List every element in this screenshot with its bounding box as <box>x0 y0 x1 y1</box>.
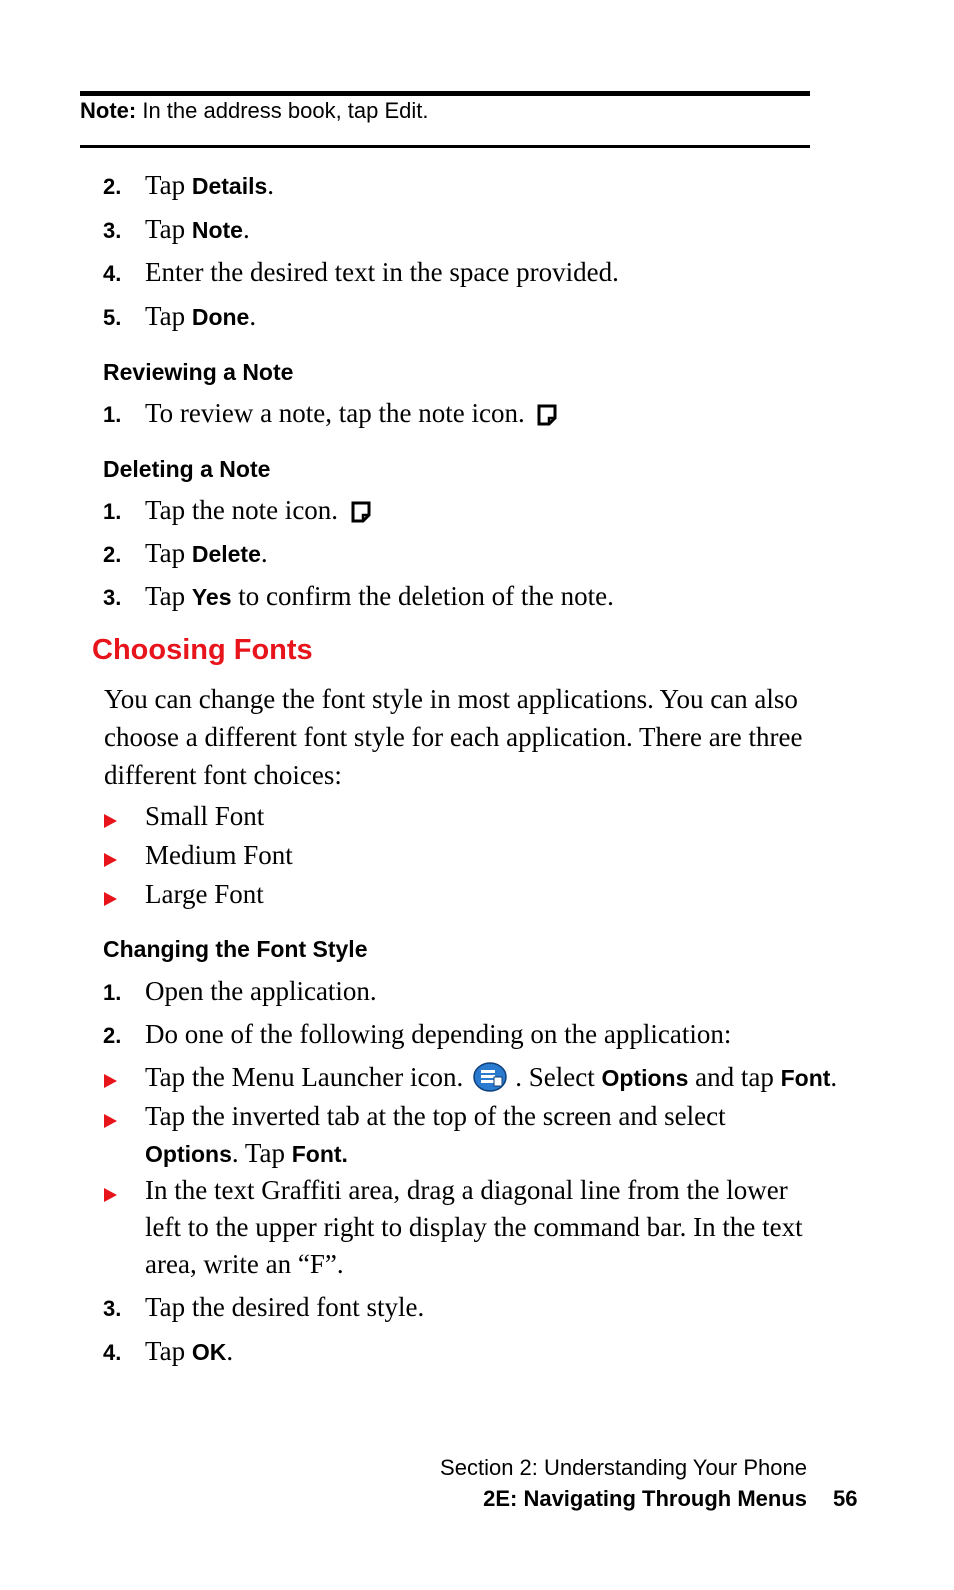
subheading-reviewing: Reviewing a Note <box>103 359 294 385</box>
red-arrow-bullet-icon <box>104 892 117 906</box>
note-icon <box>351 501 371 523</box>
red-arrow-bullet-icon <box>104 853 117 867</box>
step-text: Open the application. <box>145 976 377 1006</box>
ui-term: Done <box>191 304 250 330</box>
step-pre: Tap <box>145 170 192 200</box>
ui-term: Delete <box>191 541 261 567</box>
menu-launcher-icon <box>473 1062 507 1092</box>
subheading-changing: Changing the Font Style <box>103 936 368 962</box>
note-bottom-rule <box>80 145 810 148</box>
note-label: Note: <box>80 98 137 123</box>
red-arrow-bullet-icon <box>104 814 117 828</box>
step-number: 4. <box>103 1340 122 1365</box>
ui-term: Font. <box>291 1141 348 1167</box>
step-post: . <box>260 538 268 568</box>
step-number: 3. <box>103 585 122 610</box>
page-number: 56 <box>833 1486 858 1511</box>
ui-term: Options <box>601 1065 689 1091</box>
step-number: 1. <box>103 980 122 1005</box>
step-number: 3. <box>103 1296 122 1321</box>
step-post: . <box>242 214 250 244</box>
bullet-mid: and tap <box>688 1062 781 1092</box>
red-arrow-bullet-icon <box>104 1188 117 1202</box>
footer-section: Section 2: Understanding Your Phone <box>440 1455 807 1480</box>
step-text <box>145 298 256 336</box>
step-number: 4. <box>103 261 122 286</box>
step-number: 2. <box>103 1023 122 1048</box>
step-post: to confirm the deletion of the note. <box>231 581 614 611</box>
font-choice: Small Font <box>145 801 265 831</box>
note-icon <box>537 404 557 426</box>
step-number: 2. <box>103 542 122 567</box>
bullet-post: . <box>830 1062 838 1092</box>
step-pre: Tap <box>145 214 192 244</box>
bullet-pre: Tap the Menu Launcher icon. <box>145 1062 464 1092</box>
step-text <box>145 395 557 432</box>
ui-term: Details <box>191 173 268 199</box>
bullet-mid: . Select <box>515 1062 602 1092</box>
step-number: 1. <box>103 402 122 427</box>
step-number: 2. <box>103 174 122 199</box>
note-text: In the address book, tap Edit. <box>142 98 429 123</box>
red-arrow-bullet-icon <box>104 1074 117 1088</box>
step-number: 1. <box>103 499 122 524</box>
step-text <box>145 211 250 249</box>
note-top-rule <box>80 91 810 96</box>
step-post: . <box>226 1336 234 1366</box>
step-pre: Tap <box>145 301 192 331</box>
step-pre: Tap <box>145 538 192 568</box>
step-text: Do one of the following depending on the application: <box>145 1019 732 1049</box>
font-choice: Medium Font <box>145 840 293 870</box>
ui-term: Font <box>780 1065 831 1091</box>
bullet-text <box>145 1059 837 1097</box>
step-text-content: To review a note, tap the note icon. <box>145 398 525 428</box>
step-number: 5. <box>103 305 122 330</box>
step-text <box>145 535 268 573</box>
subheading-deleting: Deleting a Note <box>103 456 271 482</box>
bullet-text <box>145 1098 815 1173</box>
ui-term: OK <box>191 1339 227 1365</box>
ui-term: Options <box>145 1141 232 1167</box>
step-text <box>145 1333 233 1371</box>
ui-term: Yes <box>191 584 232 610</box>
step-text <box>145 578 614 616</box>
step-pre: Tap <box>145 581 192 611</box>
step-number: 3. <box>103 218 122 243</box>
step-text <box>145 492 371 529</box>
bullet-pre: Tap the inverted tab at the top of the screen and select <box>145 1101 726 1131</box>
step-text <box>145 167 274 205</box>
step-post: . <box>267 170 275 200</box>
step-post: . <box>249 301 257 331</box>
step-text: Tap the desired font style. <box>145 1292 425 1322</box>
font-choice: Large Font <box>145 879 264 909</box>
bullet-text: In the text Graffiti area, drag a diagonal line from the lower left to the upper right to display the command bar. In the text area, write an “F”. <box>145 1175 803 1279</box>
note-line <box>80 98 429 124</box>
ui-term: Note <box>191 217 243 243</box>
step-text: Enter the desired text in the space provided. <box>145 257 619 287</box>
section-heading: Choosing Fonts <box>92 634 313 666</box>
footer-subsection: 2E: Navigating Through Menus <box>483 1486 807 1511</box>
red-arrow-bullet-icon <box>104 1114 117 1128</box>
intro-paragraph: You can change the font style in most applications. You can also choose a different font style for each application. There are three different font choices: <box>104 684 803 790</box>
bullet-mid: . Tap <box>231 1138 292 1168</box>
step-text-content: Tap the note icon. <box>145 495 339 525</box>
step-pre: Tap <box>145 1336 192 1366</box>
